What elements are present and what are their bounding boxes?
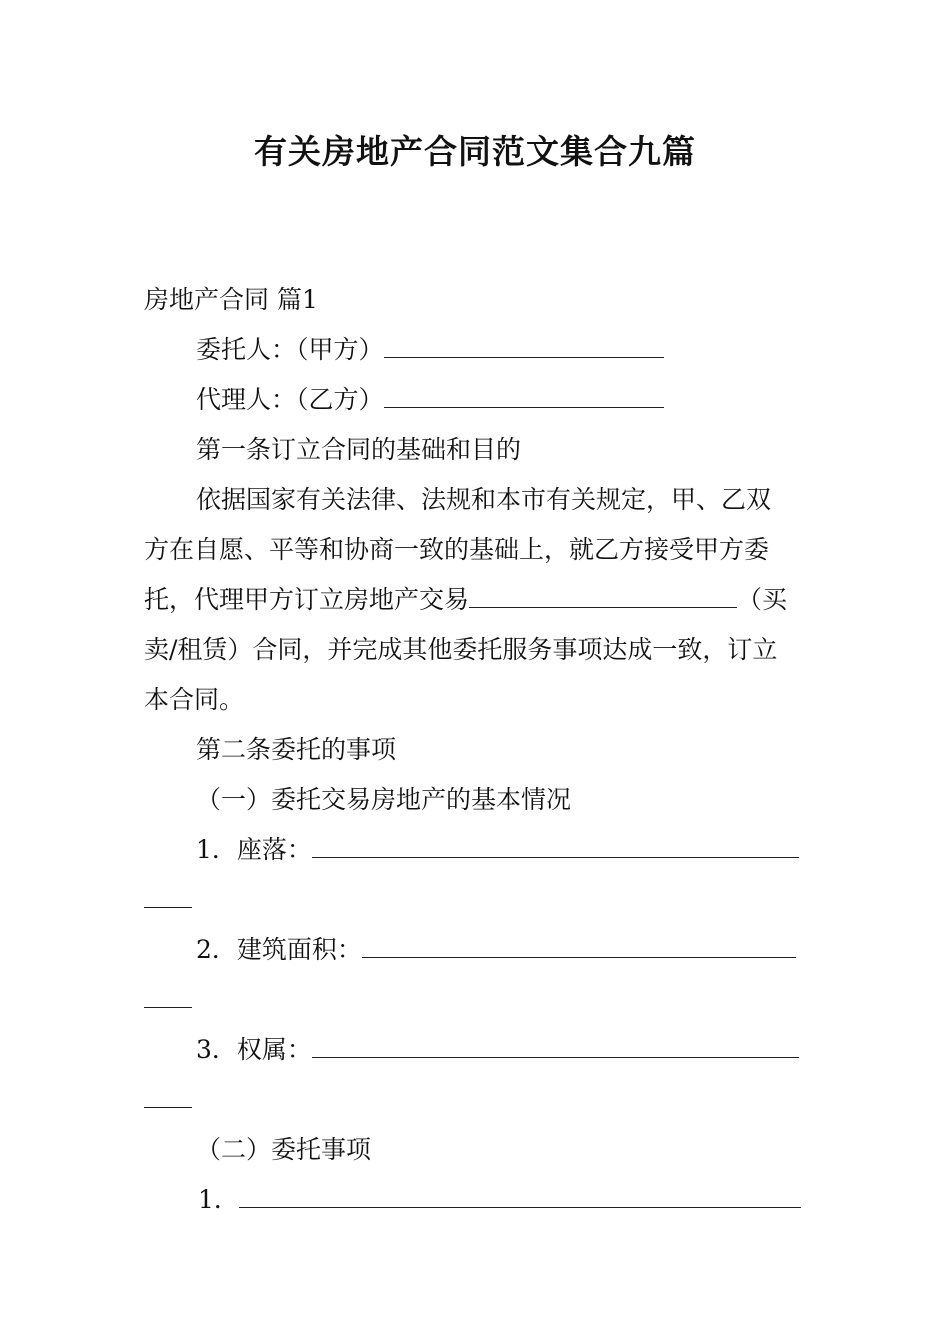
item1-continuation	[144, 885, 192, 915]
party-b-line	[196, 385, 664, 415]
floor-area-blank-continued	[144, 985, 192, 1008]
item1-label: 1．座落：	[196, 835, 312, 864]
article1-title: 第一条订立合同的基础和目的	[196, 435, 522, 464]
ownership-blank	[312, 1035, 799, 1058]
sub2-title: （二）委托事项	[196, 1135, 372, 1164]
article1-line3-suffix: （买	[737, 585, 788, 614]
item2-line	[196, 935, 796, 965]
transaction-type-blank	[469, 585, 737, 608]
party-b-label: 代理人：（乙方）	[196, 385, 384, 414]
party-b-blank	[384, 385, 664, 408]
article1-paragraph-line2: 方在自愿、平等和协商一致的基础上，就乙方接受甲方委	[144, 535, 770, 564]
item3-line	[196, 1035, 799, 1065]
article1-line3-text: 托，代理甲方订立房地产交易	[144, 585, 470, 614]
party-a-line	[196, 335, 664, 365]
section-heading: 房地产合同 篇1	[144, 285, 318, 314]
item1-line	[196, 835, 799, 865]
party-a-blank	[384, 335, 664, 358]
sub2-item1-label: 1．	[198, 1185, 239, 1214]
item2-label: 2．建筑面积：	[196, 935, 362, 964]
location-blank-continued	[144, 885, 192, 908]
article2-title: 第二条委托的事项	[196, 735, 397, 764]
document-title: 有关房地产合同范文集合九篇	[254, 132, 696, 171]
article1-paragraph-line3	[144, 585, 787, 615]
ownership-blank-continued	[144, 1085, 192, 1108]
item3-continuation	[144, 1085, 192, 1115]
entrusted-matter-blank	[239, 1185, 801, 1208]
item3-label: 3．权属：	[196, 1035, 312, 1064]
sub1-title: （一）委托交易房地产的基本情况	[196, 785, 572, 814]
floor-area-blank	[362, 935, 796, 958]
sub2-item1-line	[198, 1185, 801, 1215]
location-blank	[312, 835, 799, 858]
article1-paragraph-line5: 本合同。	[144, 685, 245, 714]
party-a-label: 委托人：（甲方）	[196, 335, 384, 364]
article1-paragraph-line1: 依据国家有关法律、法规和本市有关规定，甲、乙双	[196, 485, 772, 514]
item2-continuation	[144, 985, 192, 1015]
article1-paragraph-line4: 卖/租赁）合同，并完成其他委托服务事项达成一致，订立	[144, 635, 778, 664]
